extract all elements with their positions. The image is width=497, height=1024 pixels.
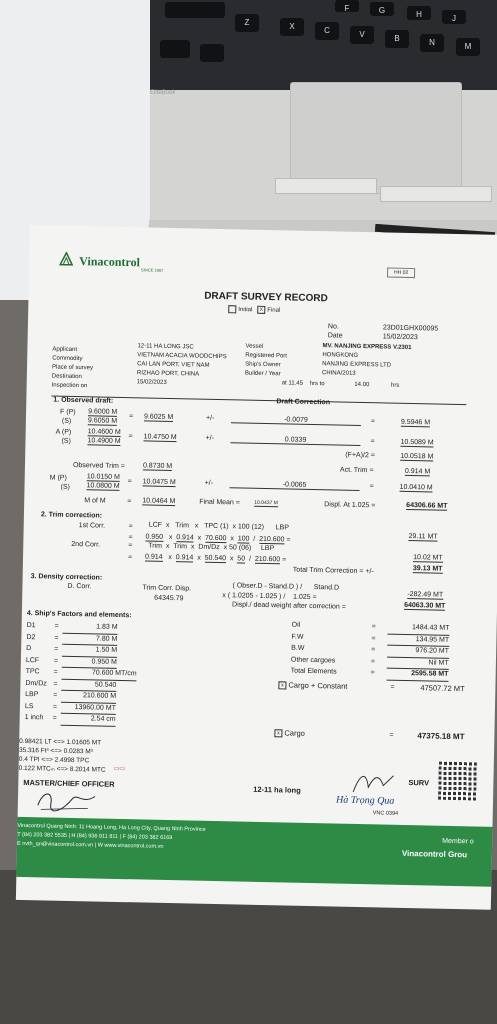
eq: = [389,731,394,739]
eq: = [127,554,133,562]
no-value: 23D01GHX00095 [382,324,439,333]
ls-value: 13960.00 MT [61,702,116,715]
x50-value: 50 [237,555,246,563]
vessel-values [322,342,412,380]
surveyor-signature-icon [348,767,399,798]
hrs-label: hrs [390,382,400,389]
cargo-constant-checkbox[interactable]: x [278,681,286,689]
destination-label: Destination [51,373,82,381]
trim-value: 0.914 [175,554,194,562]
eq: = [128,542,133,550]
initial-checkbox[interactable] [228,305,236,313]
conversion-lt: 0.98421 LT <=> 1.01605 MT [19,737,102,747]
no-label: No. [327,323,339,331]
pm: +/- [204,479,214,487]
key-j[interactable]: J [442,10,466,24]
factors-list: D1 = 1.83 M D2 = 7.80 M D = 1.50 M LCF = 0.950 M TPC = 70.600 MT/cm Dm/Dz = 50.540 LBP = 210.600 M LS = 13960.00 MT 1 inch = 2.54 cm [25,621,138,727]
vessel-label: Vessel [245,343,264,350]
lbp-header: LBP [275,524,289,532]
info-labels [52,345,94,391]
vessel-labels [245,343,287,380]
m-correction: -0.0065 [230,480,360,491]
d-value: 1.50 M [62,645,117,658]
lcf-value: 0.950 M [62,656,117,669]
obs-std-label: ( Obser.D - Stand.D ) / [232,582,303,591]
document-title: DRAFT SURVEY RECORD [204,290,328,305]
d1-value: 1.83 M [62,622,117,635]
fs-value: 9.6050 M [87,417,118,425]
other-cargoes-value: Nil MT [387,657,449,670]
footer-band [16,817,492,887]
a-mean: 10.4750 M [143,433,177,442]
inch-label: 1 inch [24,713,44,722]
trim-header: Trim [173,543,188,551]
lbp-value: 210.600 [254,555,281,564]
lbp-label: LBP [25,691,39,699]
lcf-value: 0.950 [145,533,164,541]
conversions [19,737,107,775]
trim-row-2: 0.914 x 0.914 x 50.540 x 50 / 210.600 = [144,553,287,564]
eq: = [128,523,133,531]
act-trim: 0.914 M [404,467,431,476]
observed-trim: 0.8730 M [142,462,173,471]
time-from: at 11.45 [281,380,304,387]
commodity-value: VIETNAM ACACIA WOODCHIPS [137,352,227,361]
density-formula-values [222,592,317,601]
surveyor-signature-name: Hà Trọng Qua [335,794,395,807]
fa2-value: 10.0518 M [400,452,434,461]
info-values [137,342,227,389]
fs-label: (S) [61,417,72,425]
tcd-value: 64345.79 [154,594,184,603]
displ-label: Displ. At 1.025 = [324,501,376,510]
a-correction: 0.0339 [230,435,360,446]
final-checkbox[interactable]: X [257,306,265,314]
eq: = [370,438,375,446]
draft-correction-title: Draft Correction [276,398,331,407]
key-z[interactable]: Z [235,14,259,32]
touchpad-left-button[interactable] [275,178,377,194]
surveyor-code: VNC 0394 [372,810,399,817]
f-result: 9.5946 M [400,418,431,427]
f-mean: 9.6025 M [143,413,174,422]
key-m[interactable]: M [456,38,480,56]
conversion-tpi: 0.4 TPI <=> 2.4998 TPC [18,755,90,765]
divider [51,395,466,405]
conversion-ft3: 35.316 Ft³ <=> 0.0283 M³ [18,746,93,756]
f-correction: -0.0079 [231,415,361,426]
company-logo-since: SINCE 1957 [141,267,164,273]
fw-label: F.W [291,633,304,641]
std-label: Stand.D [313,584,340,592]
qr-code[interactable] [438,762,477,801]
m-mean: 10.0475 M [142,478,176,487]
place-value: CAI LAN PORT, VIET NAM [137,361,210,369]
mp-label: M (P) [49,474,67,482]
lcf-header: LCF [148,521,163,529]
x100-header: x 100 (12) [232,523,265,531]
key-c[interactable]: C [315,22,339,40]
destination-value: RIZHAO PORT, CHINA [136,370,200,378]
d-corr-label: D. Corr. [67,582,92,591]
displacement-value: 64306.66 MT [406,501,448,510]
time-to: 14.00 [354,381,370,389]
company-signature-label: 12-11 ha long [253,784,301,795]
key[interactable] [160,40,190,58]
inch-value: 2.54 cm [61,714,116,727]
lbp-value: 210.600 M [61,691,116,704]
cargo-label: Cargo [284,728,305,738]
observed-draft-title: 1. Observed draft: [53,396,114,405]
eq: = [127,498,132,506]
fp-value: 9.6000 M [88,408,118,416]
trim-header-2: Trim x Trim x Dm/Dz x 50 (06) LBP [148,542,275,553]
red-stamp: ▭▭ [113,765,126,773]
cargo-row [274,728,305,738]
ships-factors-title: 4. Ship's Factors and elements: [26,610,132,620]
total-trim-value: 39.13 MT [412,565,443,573]
laptop-keyboard [120,0,497,90]
ap-label: A (P) [55,428,72,436]
trim-header: Trim [175,522,190,530]
footer-member: Member o [442,837,474,846]
mp-value: 10.0150 M [86,473,120,481]
d2-label: D2 [26,633,36,641]
first-corr-label: 1st Corr. [78,522,106,530]
first-corr-result: 29.11 MT [408,532,438,541]
cargo-value: 47375.18 MT [417,731,465,742]
fp-label: F (P) [60,408,76,416]
trim-value: 0.914 [176,534,194,542]
pm: +/- [205,414,215,422]
std-value: 1.025 = [293,593,317,602]
total-elements-label: Total Elements [290,667,337,676]
fa2-label: (F+A)/2 = [345,451,375,460]
mom-value: 10.0464 M [142,497,176,506]
survey-type [228,305,280,314]
date-label: Date [327,332,343,340]
inspection-time [282,380,400,388]
place-label: Place of survey [51,364,94,372]
touchpad-right-button[interactable] [380,186,492,202]
bw-value: 976.20 MT [387,646,449,659]
applicant-label: Applicant [52,346,78,354]
form-code: HH 02 [387,267,415,278]
dmdz-value: 50.540 [204,554,227,563]
x50-header: x 50 (06) [223,544,252,552]
inspection-label: Inspection on [51,382,88,390]
master-signature-icon [33,785,104,814]
trim-row-1: 0.950 x 0.914 x 70.600 x 100 / 210.600 = [145,533,291,544]
draft-survey-document [16,225,497,910]
footer-email: E nvth_qn@vinacontrol.com.vn | W www.vinacontrol.com.vn [16,840,164,850]
date-value: 15/02/2023 [382,333,418,342]
eq: = [369,483,374,491]
eq: = [128,413,134,421]
ap-value: 10.4600 M [87,428,121,436]
registered-port-value: HONGKONG [322,352,359,359]
density-correction-title: 3. Density correction: [30,573,103,582]
eq: = [128,534,133,542]
footer-group: Vinacontrol Grou [401,848,468,860]
d1-label: D1 [26,622,36,630]
lbp-header: LBP [260,544,275,553]
tpc-header: TPC (1) [204,522,229,531]
ls-label: LS [24,702,34,710]
lbp-value: 210.600 [259,535,285,544]
eq: = [128,433,133,441]
key[interactable] [165,2,225,18]
registered-port-label: Registered Port [245,352,288,360]
density-values: ( 1.0205 - 1.025 ) / [227,592,286,601]
second-corr-result: 10.02 MT [413,554,443,562]
density-corr-result: -282.49 MT [407,590,444,599]
displ-after-value: 64063.30 MT [404,601,446,610]
commodity-label: Commodity [52,355,83,363]
dmdz-label: Dm/Dz [25,679,47,687]
ms-label: (S) [60,483,70,491]
as-value: 10.4900 M [87,437,121,445]
vinacontrol-logo-icon [59,252,73,266]
oil-value: 1484.43 MT [387,623,449,636]
key-n[interactable]: N [420,34,444,52]
total-trim-label: Total Trim Correction = +/- [292,566,374,576]
cargo-constant-value: 47507.72 MT [420,683,465,694]
displ-after-label: Displ./ dead weight after correction = [232,601,346,611]
m-result: 10.0410 M [399,483,433,492]
tpc-value: 70.600 MT/cm [61,668,136,681]
eq: = [390,683,395,691]
cargo-constant-row [278,680,347,690]
d-label: D [26,645,32,653]
inspection-value: 15/02/2023 [136,379,167,386]
bw-label: B.W [291,644,305,652]
footer-phone: T (84) 203 382 5535 | H (84) 936 911 811 | F (84) 203 382 6169 [17,831,173,842]
dmdz-header: Dm/Dz [198,543,220,552]
eq: = [127,478,132,486]
second-corr-label: 2nd Corr. [71,540,101,549]
trim-value: 0.914 [144,553,163,561]
applicant-value: 12-11 HA LONG JSC [137,343,194,351]
tcd-label: Trim Corr. Disp. [142,584,192,593]
cargo-checkbox[interactable]: x [274,729,282,737]
footer-address: Vinacontrol Quang Ninh: 11 Hoang Long, Ha Long City, Quang Ninh Province [17,822,206,833]
ms-value: 10.0800 M [86,482,120,490]
oil-label: Oil [291,621,301,629]
builder-year-label: Builder / Year [244,370,281,378]
pm: +/- [205,434,215,442]
act-trim-label: Act. Trim = [339,466,374,475]
a-result: 10.5089 M [400,438,434,447]
cargo-constant-label: Cargo + Constant [288,680,348,691]
trim-correction-title: 2. Trim correction: [40,511,103,520]
x100-value: 100 [237,535,250,543]
master-label: MASTER/CHIEF OFFICER [23,777,115,789]
laptop-brand: EliteBook [150,90,176,96]
lcf-label: LCF [25,656,40,664]
as-label: (S) [61,437,71,445]
total-elements-value: 2595.58 MT [386,669,448,682]
d2-value: 7.80 M [62,633,117,646]
initial-label: Initial [238,306,253,314]
key-x[interactable]: X [280,18,304,36]
ships-owner-value: NANJING EXPRESS LTD [322,361,392,369]
mom-label: M of M [84,497,106,505]
final-label: Final [267,307,281,314]
density-formula-header [232,582,339,591]
tpc-label: TPC [25,668,40,676]
key-f[interactable]: F [335,0,359,12]
surveyor-label: SURV [408,778,430,788]
eq: = [370,418,376,426]
ships-owner-label: Ship's Owner [245,361,281,369]
multiply: x [222,592,226,600]
key-v[interactable]: V [350,26,374,44]
company-logo: Vinacontrol [79,254,141,270]
dmdz-value: 50.540 [61,679,116,692]
hrs-to: hrs to [309,380,325,388]
fw-value: 134.95 MT [387,634,449,647]
key-h[interactable]: H [407,6,431,20]
builder-year-value: CHINA/2013 [321,370,356,377]
conversion-mtc: 0.122 MTCₘ <=> 8.2014 MTC [18,764,106,774]
trim-header-1: LCF x Trim x TPC (1) x 100 (12) LBP [148,521,289,532]
key-b[interactable]: B [385,30,409,48]
key-windows[interactable] [200,44,224,62]
other-cargoes-label: Other cargoes [290,656,336,664]
trim-header: Trim [148,542,163,550]
elements-list: Oil = 1484.43 MT F.W = 134.95 MT B.W = 976.20 MT Other cargoes = Nil MT Total Elements = 2595.58 MT [291,621,450,682]
key-g[interactable]: G [370,2,394,16]
final-mean-label: Final Mean = [199,498,240,507]
final-mean-value: 10.0437 M [254,499,278,507]
observed-trim-label: Observed Trim = [72,461,125,471]
tpc-value: 70.600 [204,534,227,543]
vessel-value: MV. NANJING EXPRESS V.2301 [322,343,412,352]
